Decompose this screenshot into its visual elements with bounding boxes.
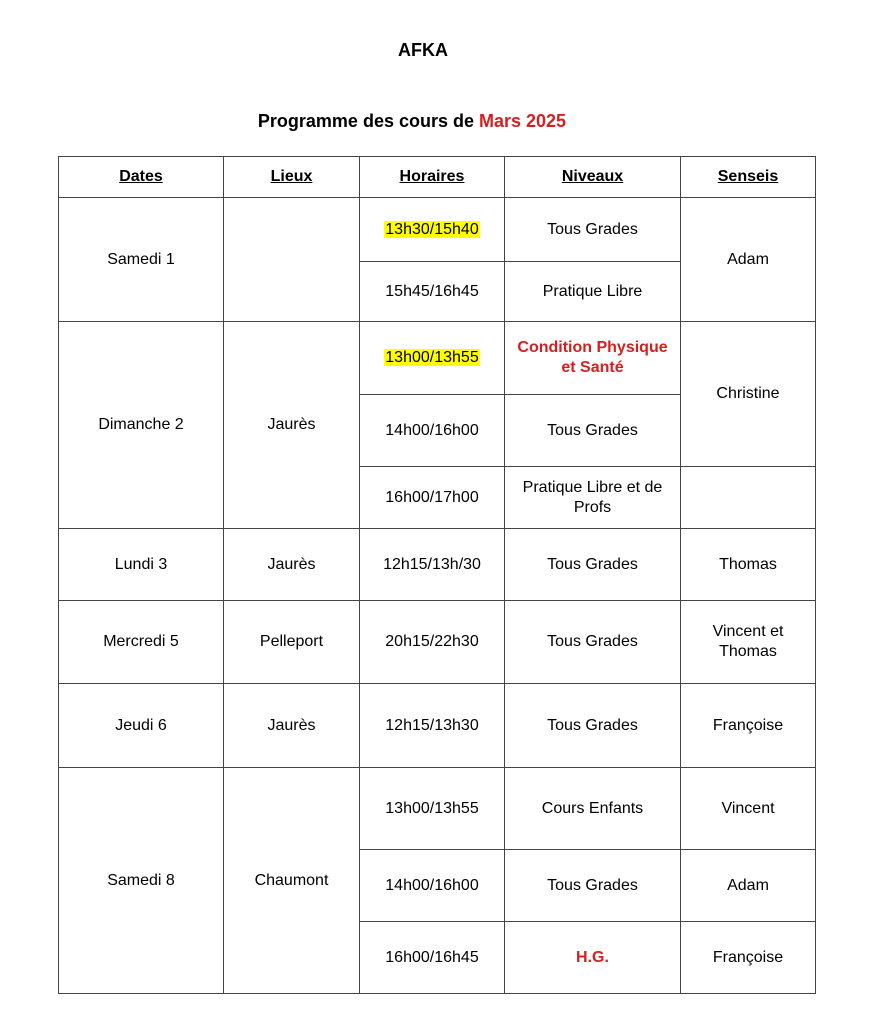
sensei-cell: Adam: [681, 198, 816, 322]
time-cell: 20h15/22h30: [360, 601, 505, 684]
sensei-cell: [681, 467, 816, 529]
level-cell: Cours Enfants: [505, 768, 681, 850]
lieu-cell: Chaumont: [224, 768, 360, 994]
lieu-cell: Jaurès: [224, 322, 360, 529]
date-cell: Mercredi 5: [59, 601, 224, 684]
level-cell: Condition Physique et Santé: [505, 322, 681, 395]
title-month: Mars 2025: [479, 111, 567, 131]
time-cell: [360, 198, 505, 262]
table-row: [59, 601, 816, 684]
time-cell: [360, 322, 505, 395]
level-cell: Pratique Libre et de Profs: [505, 467, 681, 529]
level-cell: Tous Grades: [505, 684, 681, 768]
level-cell: H.G.: [505, 922, 681, 994]
level-cell: Tous Grades: [505, 198, 681, 262]
time-cell: 16h00/16h45: [360, 922, 505, 994]
time-cell: 16h00/17h00: [360, 467, 505, 529]
level-cell: Tous Grades: [505, 529, 681, 601]
date-cell: Dimanche 2: [59, 322, 224, 529]
highlighted-time: 13h00/13h55: [385, 349, 479, 366]
lieu-cell: [224, 198, 360, 322]
time-cell: 12h15/13h30: [360, 684, 505, 768]
time-cell: 12h15/13h/30: [360, 529, 505, 601]
level-cell: Tous Grades: [505, 601, 681, 684]
date-cell: Jeudi 6: [59, 684, 224, 768]
title-prefix: Programme des cours de: [257, 111, 479, 131]
sensei-cell: Françoise: [681, 684, 816, 768]
date-cell: Samedi 1: [59, 198, 224, 322]
time-cell: 13h00/13h55: [360, 768, 505, 850]
header-row: [59, 157, 816, 198]
column-header-senseis: Senseis: [681, 157, 816, 198]
lieu-cell: Jaurès: [224, 684, 360, 768]
lieu-cell: Jaurès: [224, 529, 360, 601]
table-row: [59, 322, 816, 395]
time-cell: 14h00/16h00: [360, 395, 505, 467]
highlighted-time: 13h30/15h40: [385, 220, 479, 238]
table-row: [59, 198, 816, 262]
column-header-horaires: Horaires: [360, 157, 505, 198]
organization-title: AFKA: [398, 40, 448, 60]
time-cell: 15h45/16h45: [360, 262, 505, 322]
level-cell: Tous Grades: [505, 850, 681, 922]
sensei-cell: Vincent: [681, 768, 816, 850]
column-header-niveaux: Niveaux: [505, 157, 681, 198]
sensei-cell: Adam: [681, 850, 816, 922]
schedule-table: [58, 156, 816, 994]
lieu-cell: Pelleport: [224, 601, 360, 684]
sensei-cell: Françoise: [681, 922, 816, 994]
document-title: [0, 111, 824, 132]
table-row: [59, 768, 816, 850]
date-cell: Samedi 8: [59, 768, 224, 994]
level-cell: Pratique Libre: [505, 262, 681, 322]
sensei-cell: Christine: [681, 322, 816, 467]
table-row: [59, 529, 816, 601]
time-cell: 14h00/16h00: [360, 850, 505, 922]
sensei-cell: Thomas: [681, 529, 816, 601]
level-cell: Tous Grades: [505, 395, 681, 467]
date-cell: Lundi 3: [59, 529, 224, 601]
column-header-dates: Dates: [59, 157, 224, 198]
sensei-cell: Vincent et Thomas: [681, 601, 816, 684]
table-row: [59, 684, 816, 768]
column-header-lieux: Lieux: [224, 157, 360, 198]
